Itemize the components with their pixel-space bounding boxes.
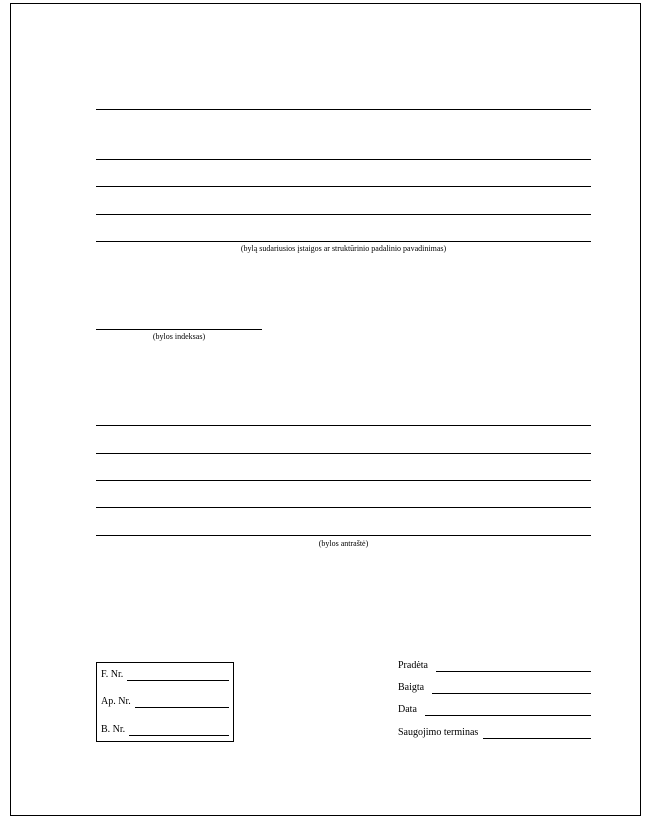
institution-line-4[interactable] [96, 214, 591, 215]
finished-input[interactable] [432, 685, 591, 694]
finished-label: Baigta [398, 682, 425, 693]
file-number-label: B. Nr. [101, 724, 126, 735]
date-input[interactable] [425, 707, 591, 716]
inventory-number-label: Ap. Nr. [101, 696, 131, 707]
inventory-number-input[interactable] [135, 699, 229, 708]
title-line-4[interactable] [96, 507, 591, 508]
inventory-number-field[interactable] [101, 696, 229, 708]
institution-caption: (bylą sudariusios įstaigos ar struktūrinio padalinio pavadinimas) [240, 244, 447, 253]
institution-line-2[interactable] [96, 159, 591, 160]
title-line-1[interactable] [96, 425, 591, 426]
retention-field[interactable] [398, 727, 591, 739]
title-line-3[interactable] [96, 480, 591, 481]
fond-number-input[interactable] [127, 672, 229, 681]
started-input[interactable] [436, 663, 591, 672]
retention-input[interactable] [483, 730, 591, 739]
institution-line-3[interactable] [96, 186, 591, 187]
date-field[interactable] [398, 704, 591, 716]
title-line-2[interactable] [96, 453, 591, 454]
retention-label: Saugojimo terminas [398, 727, 479, 738]
finished-field[interactable] [398, 682, 591, 694]
index-line[interactable] [96, 329, 262, 330]
date-label: Data [398, 704, 417, 715]
fond-number-label: F. Nr. [101, 669, 124, 680]
institution-line-5[interactable] [96, 241, 591, 242]
file-number-field[interactable] [101, 724, 229, 736]
started-field[interactable] [398, 660, 591, 672]
title-line-5[interactable] [96, 535, 591, 536]
index-caption: (bylos indeksas) [152, 332, 206, 341]
title-caption: (bylos antraštė) [318, 539, 369, 548]
started-label: Pradėta [398, 660, 428, 671]
fond-number-field[interactable] [101, 669, 229, 681]
institution-line-1[interactable] [96, 109, 591, 110]
file-number-input[interactable] [129, 727, 229, 736]
